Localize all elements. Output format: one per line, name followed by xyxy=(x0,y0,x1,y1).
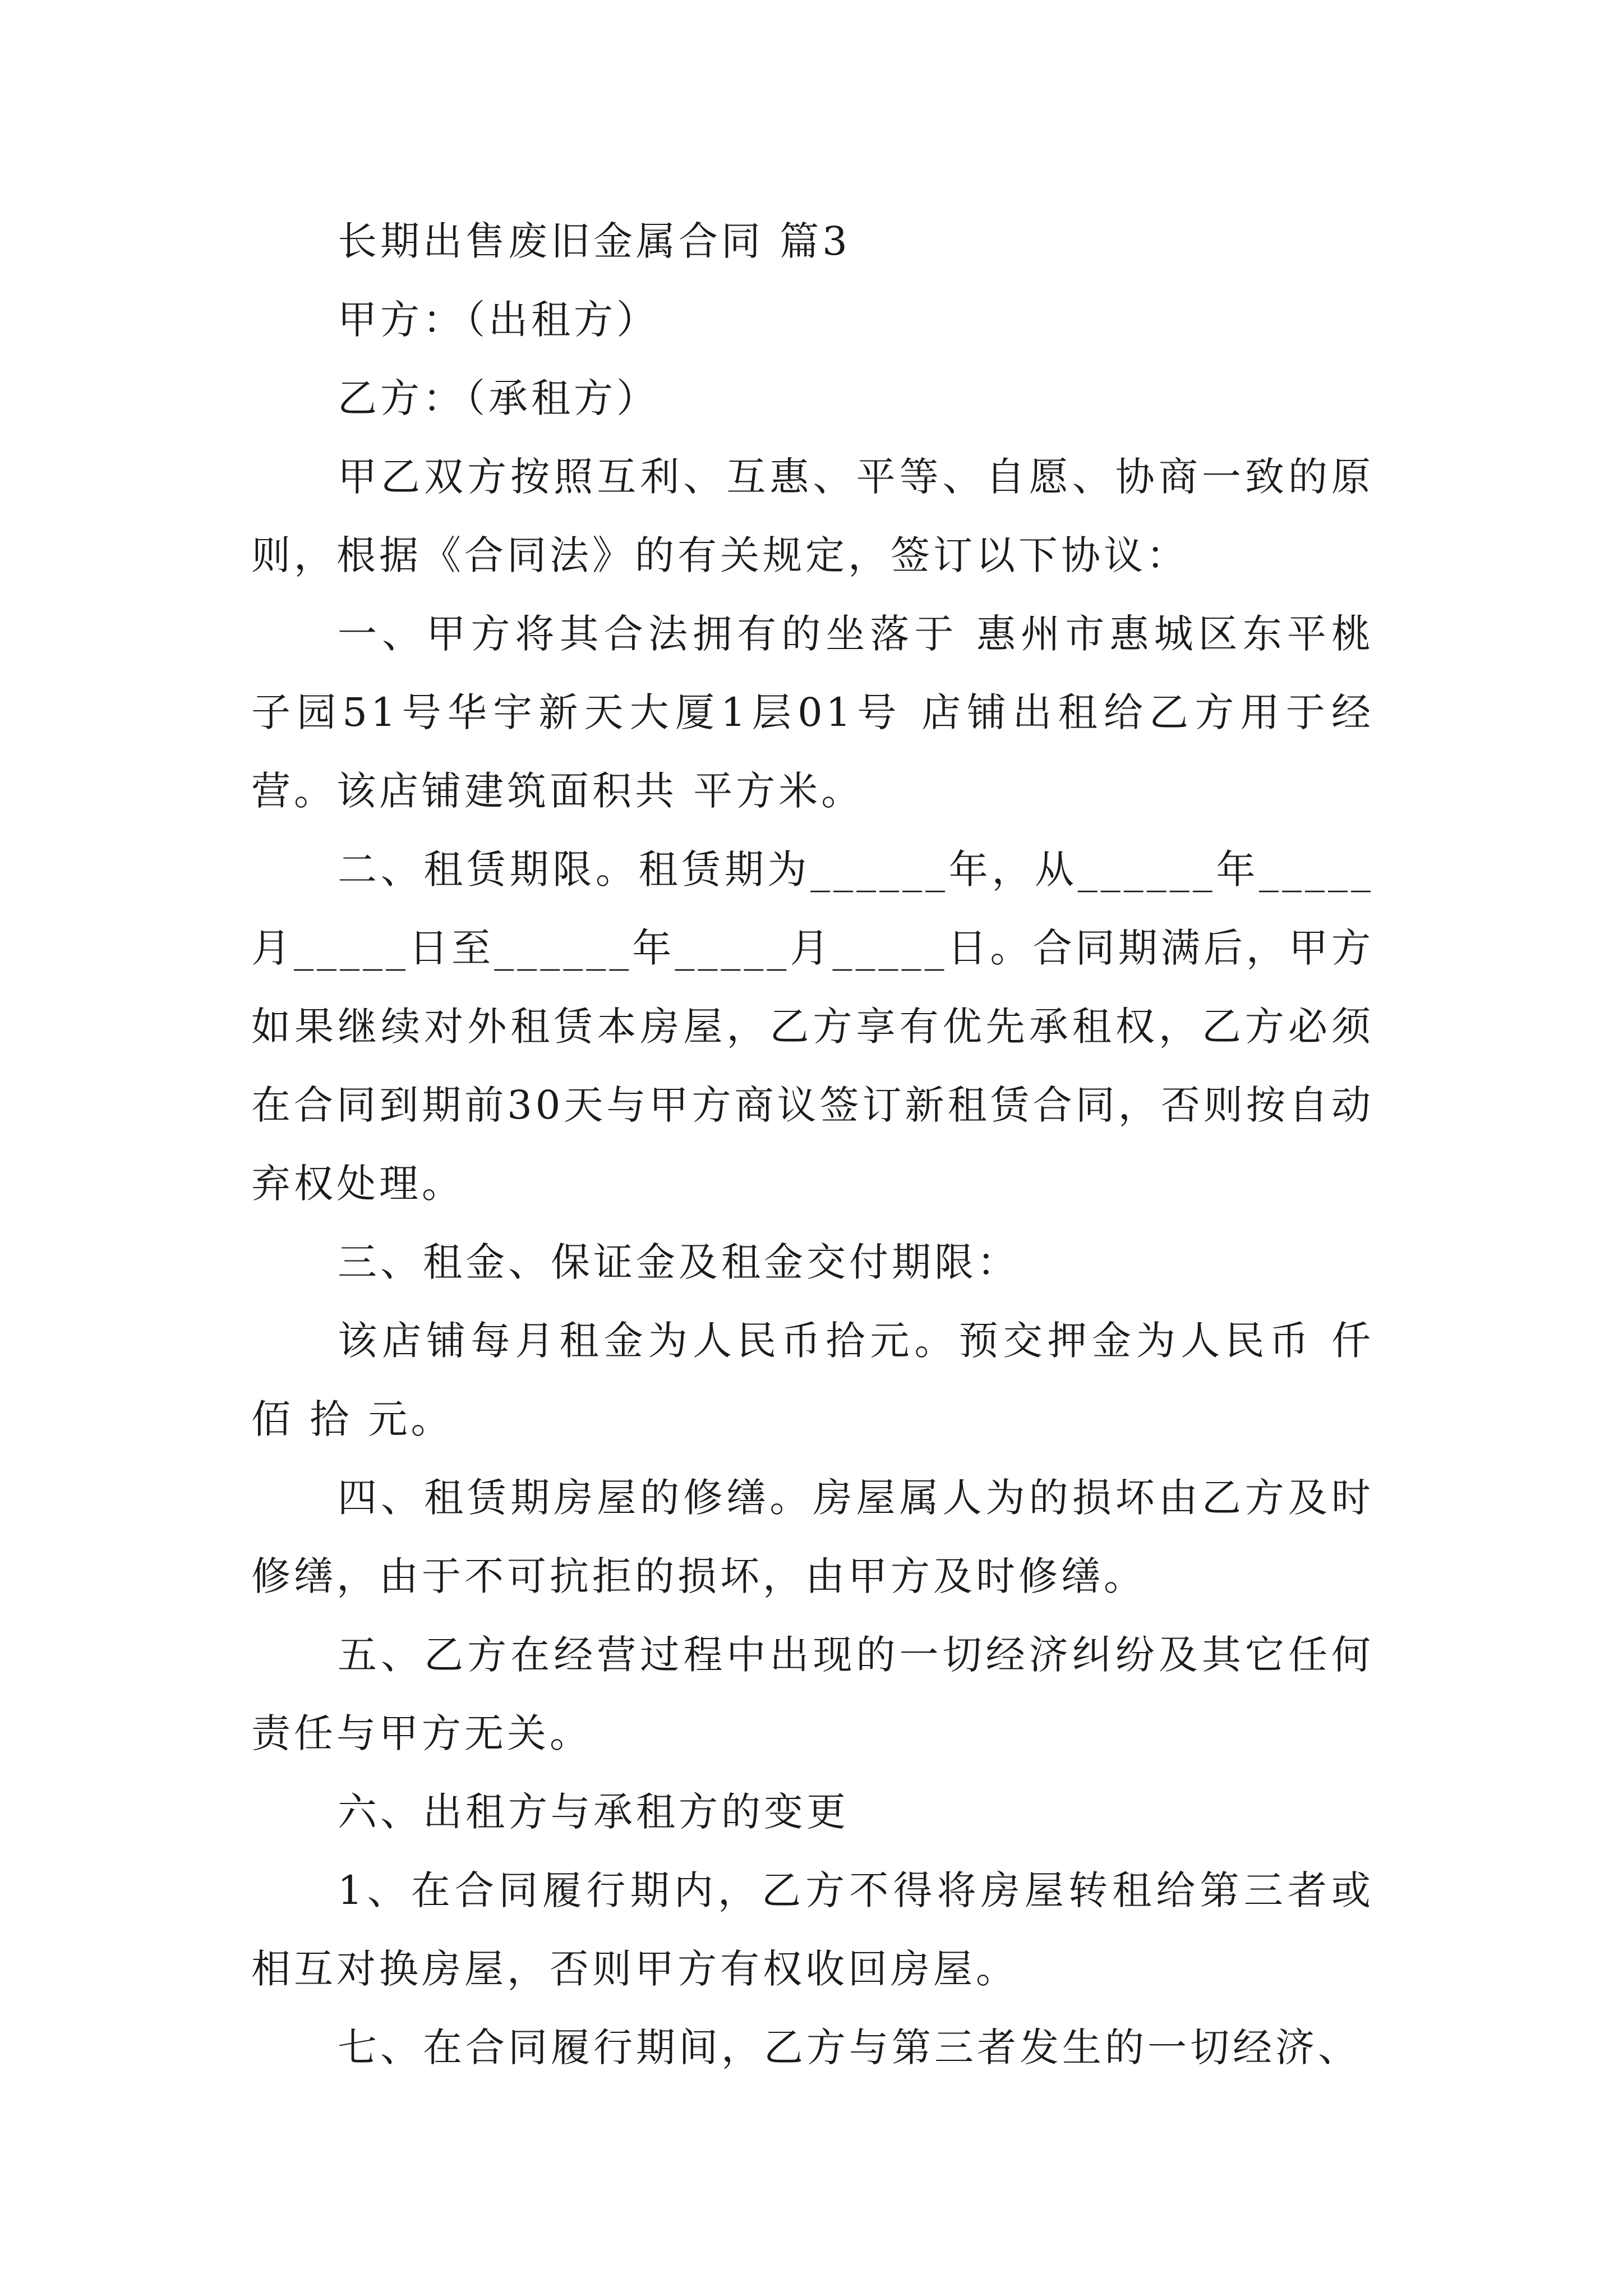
party-b-line: 乙方：（承租方） xyxy=(338,375,659,421)
clause-2-lease-term: 二、租赁期限。租赁期为______年，从______年_____月_____日至______年_____月_____日。合同期满后，甲方如果继续对外租赁本房屋，乙方享有优先承租权，乙方必须在合同到期前30天与甲方商议签订新租赁合同，否则按自动弃权处理。 xyxy=(251,846,1374,1207)
clause-6-heading-change: 六、出租方与承租方的变更 xyxy=(338,1789,849,1835)
clause-4-repairs: 四、租赁期房屋的修缮。房屋属人为的损坏由乙方及时修缮，由于不可抗拒的损坏，由甲方及时修缮。 xyxy=(251,1475,1374,1599)
party-a-line: 甲方：（出租方） xyxy=(338,297,659,343)
clause-1-premises: 一、甲方将其合法拥有的坐落于 惠州市惠城区东平桃子园51号华宇新天大厦1层01号 店铺出租给乙方用于经营。该店铺建筑面积共 平方米。 xyxy=(251,611,1374,814)
clause-5-liability: 五、乙方在经营过程中出现的一切经济纠纷及其它任何责任与甲方无关。 xyxy=(251,1632,1374,1756)
document-title: 长期出售废旧金属合同 篇3 xyxy=(338,218,851,264)
clause-3-rent-detail: 该店铺每月租金为人民币拾元。预交押金为人民币 仟 佰 拾 元。 xyxy=(251,1318,1374,1442)
clause-7-third-party: 七、在合同履行期间，乙方与第三者发生的一切经济、 xyxy=(338,2024,1361,2070)
preamble-paragraph: 甲乙双方按照互利、互惠、平等、自愿、协商一致的原则，根据《合同法》的有关规定，签订以下协议： xyxy=(251,454,1374,578)
document-body xyxy=(251,202,1374,2087)
clause-6-1-sublease: 1、在合同履行期内，乙方不得将房屋转租给第三者或相互对换房屋，否则甲方有权收回房屋。 xyxy=(251,1867,1374,1992)
clause-3-heading-rent: 三、租金、保证金及租金交付期限： xyxy=(338,1239,1020,1285)
